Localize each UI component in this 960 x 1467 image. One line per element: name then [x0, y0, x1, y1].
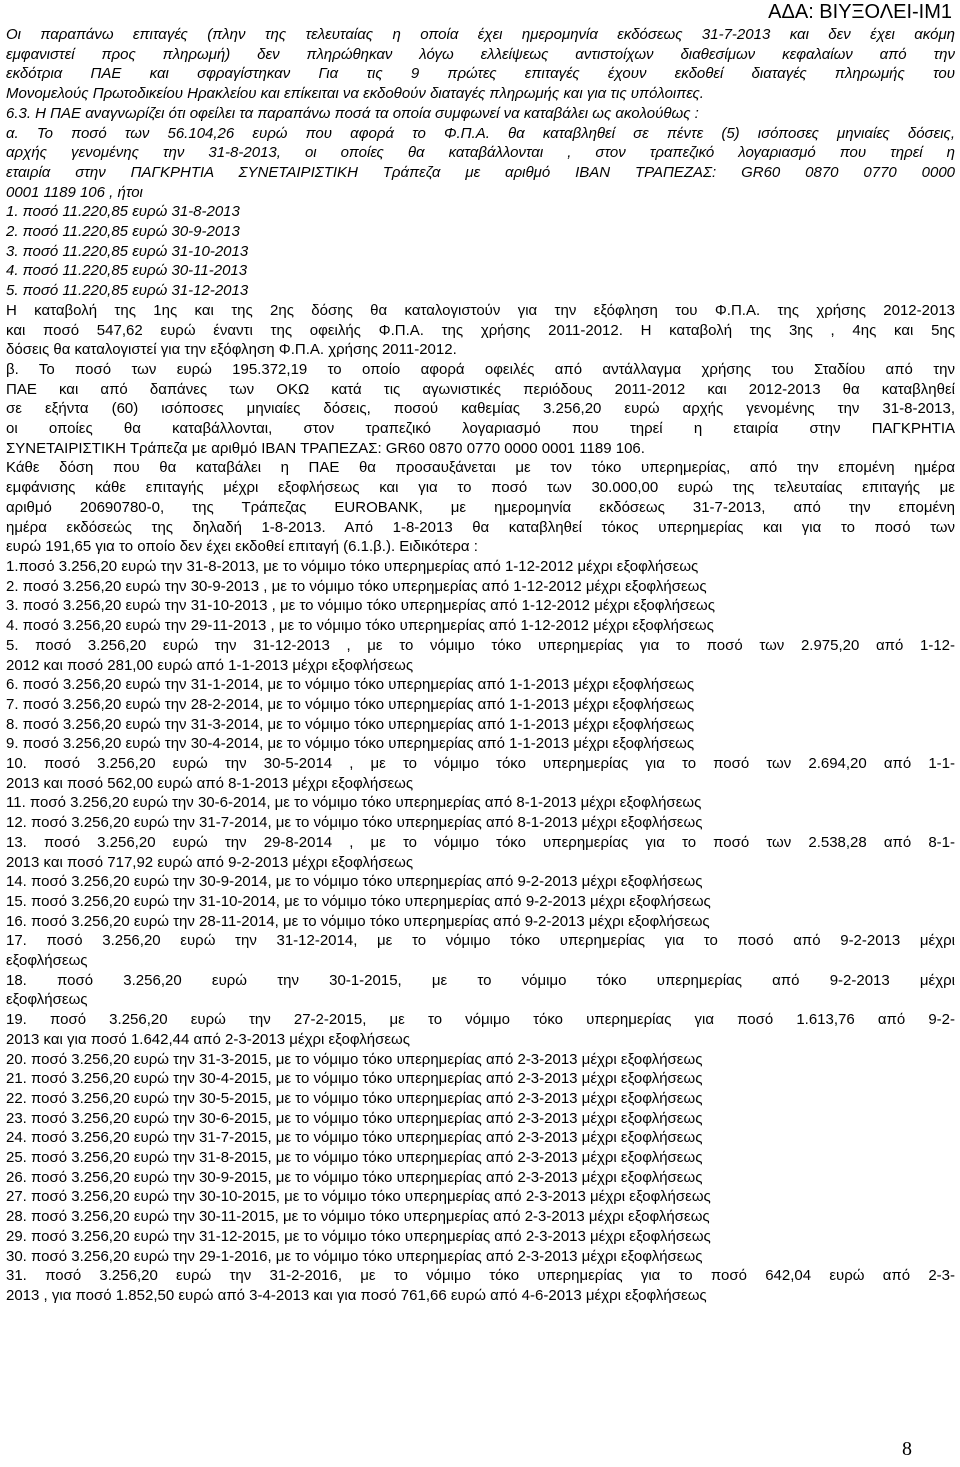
text-line: εξοφλήσεως [6, 952, 88, 970]
text-line: Μονομελούς Πρωτοδικείου Ηρακλείου και επίκειται να εκδοθούν διαταγές πληρωμής και για τις υπόλοιπες. [6, 85, 704, 103]
text-line: 5. ποσό 3.256,20 ευρώ την 31-12-2013 , με το νόμιμο τόκο υπερημερίας για το ποσό των 2.975,20 από 1-12- [6, 636, 955, 654]
text-line: 2013 , για ποσό 1.852,50 ευρώ από 3-4-2013 και για ποσό 761,66 ευρώ από 4-6-2013 μέχρι εξοφλήσεως [6, 1287, 707, 1304]
text-line: 22. ποσό 3.256,20 ευρώ την 30-5-2015, με το νόμιμο τόκο υπερημερίας από 2-3-2013 μέχρι εξοφλήσεως [6, 1089, 703, 1107]
text-line: δόσεις θα καταλογιστεί για την εξόφληση Φ.Π.Α. χρήσης 2011-2012. [6, 341, 457, 359]
text-line: 3. ποσό 11.220,85 ευρώ 31-10-2013 [6, 242, 249, 260]
text-line: 14. ποσό 3.256,20 ευρώ την 30-9-2014, με το νόμιμο τόκο υπερημερίας από 9-2-2013 μέχρι εξοφλήσεως [6, 873, 703, 891]
text-line: 2. ποσό 3.256,20 ευρώ την 30-9-2013 , με το νόμιμο τόκο υπερημερίας από 1-12-2012 μέχρι εξοφλήσεως [6, 577, 707, 595]
text-line: 23. ποσό 3.256,20 ευρώ την 30-6-2015, με το νόμιμο τόκο υπερημερίας από 2-3-2013 μέχρι εξοφλήσεως [6, 1109, 703, 1127]
text-line: 2012 και ποσό 281,00 ευρώ από 1-1-2013 μέχρι εξοφλήσεως [6, 656, 414, 674]
text-line: οι οποίες θα καταβάλλονται, στον τραπεζικό λογαριασμό που τηρεί η εταιρία στην ΠΑΓΚΡΗΤΙΑ [6, 420, 955, 438]
text-line: 6. ποσό 3.256,20 ευρώ την 31-1-2014, με το νόμιμο τόκο υπερημερίας από 1-1-2013 μέχρι εξοφλήσεως [6, 676, 695, 694]
text-line: ΣΥΝΕΤΑΙΡΙΣΤΙΚΗ Τράπεζα με αριθμό ΙΒΑΝ ΤΡΑΠΕΖΑΣ: GR60 0870 0770 0000 0001 1189 106. [6, 439, 645, 457]
text-line: β. Το ποσό των ευρώ 195.372,19 το οποίο αφορά οφειλές από αντάλλαγμα χρήσης του Σταδίου από την [6, 360, 955, 378]
text-line: 21. ποσό 3.256,20 ευρώ την 30-4-2015, με το νόμιμο τόκο υπερημερίας από 2-3-2013 μέχρι εξοφλήσεως [6, 1070, 703, 1088]
text-line: 20. ποσό 3.256,20 ευρώ την 31-3-2015, με το νόμιμο τόκο υπερημερίας από 2-3-2013 μέχρι εξοφλήσεως [6, 1050, 703, 1068]
text-line: 2013 και ποσό 562,00 ευρώ από 8-1-2013 μέχρι εξοφλήσεως [6, 774, 414, 792]
text-line: 27. ποσό 3.256,20 ευρώ την 30-10-2015, με το νόμιμο τόκο υπερημερίας από 2-3-2013 μέχρι εξοφλήσεως [6, 1188, 711, 1206]
text-line: 15. ποσό 3.256,20 ευρώ την 31-10-2014, με το νόμιμο τόκο υπερημερίας από 9-2-2013 μέχρι εξοφλήσεως [6, 892, 711, 910]
text-line: ευρώ 191,65 για το οποίο δεν έχει εκδοθεί επιταγή (6.1.β.). Ειδικότερα : [6, 538, 478, 556]
text-line: 12. ποσό 3.256,20 ευρώ την 31-7-2014, με το νόμιμο τόκο υπερημερίας από 8-1-2013 μέχρι εξοφλήσεως [6, 814, 703, 832]
text-line: Η καταβολή της 1ης και της 2ης δόσης θα καταλογιστούν για την εξόφληση του Φ.Π.Α. της χρήσης 2012-2013 [6, 301, 955, 319]
text-line: 18. ποσό 3.256,20 ευρώ την 30-1-2015, με το νόμιμο τόκο υπερημερίας από 9-2-2013 μέχρι [6, 971, 955, 989]
text-line: 16. ποσό 3.256,20 ευρώ την 28-11-2014, με το νόμιμο τόκο υπερημερίας από 9-2-2013 μέχρι εξοφλήσεως [6, 912, 710, 930]
text-line: 9. ποσό 3.256,20 ευρώ την 30-4-2014, με το νόμιμο τόκο υπερημερίας από 1-1-2013 μέχρι εξοφλήσεως [6, 735, 695, 753]
text-line: 2013 και για ποσό 1.642,44 από 2-3-2013 μέχρι εξοφλήσεως [6, 1030, 410, 1048]
text-line: 8. ποσό 3.256,20 ευρώ την 31-3-2014, με το νόμιμο τόκο υπερημερίας από 1-1-2013 μέχρι εξοφλήσεως [6, 715, 695, 733]
text-line: 29. ποσό 3.256,20 ευρώ την 31-12-2015, με το νόμιμο τόκο υπερημερίας από 2-3-2013 μέχρι εξοφλήσεως [6, 1227, 711, 1245]
text-line: 4. ποσό 11.220,85 ευρώ 30-11-2013 [6, 262, 248, 280]
text-line: 0001 1189 106 , ήτοι [6, 183, 143, 201]
text-line: εξοφλήσεως [6, 991, 88, 1009]
text-line: 2013 και ποσό 717,92 ευρώ από 9-2-2013 μέχρι εξοφλήσεως [6, 853, 414, 871]
text-line: Κάθε δόση που θα καταβάλει η ΠΑΕ θα προσαυξάνεται με τον τόκο υπερημερίας, από την επομένη ημέρα [6, 459, 955, 477]
text-line: 4. ποσό 3.256,20 ευρώ την 29-11-2013 , με το νόμιμο τόκο υπερημερίας από 1-12-2012 μέχρι εξοφλήσεως [6, 617, 714, 635]
page-number: 8 [902, 1438, 912, 1460]
text-line: εμφανιστεί προς πληρωμή) δεν πληρώθηκαν λόγω ελλείψεως αντιστοίχων διαθεσίμων κεφαλαίων από την [6, 45, 955, 63]
text-line: και ποσό 547,62 ευρώ έναντι της οφειλής Φ.Π.Α. της χρήσης 2011-2012. Η καταβολή της 3ης , 4ης και 5ης [6, 321, 955, 339]
text-line: 3. ποσό 3.256,20 ευρώ την 31-10-2013 , με το νόμιμο τόκο υπερημερίας από 1-12-2012 μέχρι εξοφλήσεως [6, 597, 715, 615]
text-line: 24. ποσό 3.256,20 ευρώ την 31-7-2015, με το νόμιμο τόκο υπερημερίας από 2-3-2013 μέχρι εξοφλήσεως [6, 1129, 703, 1147]
text-line: Οι παραπάνω επιταγές (πλην της τελευταίας η οποία έχει ημερομηνία εκδόσεως 31-7-2013 και δεν έχει ακόμη [6, 26, 955, 43]
text-line: 5. ποσό 11.220,85 ευρώ 31-12-2013 [6, 282, 249, 300]
text-line: αριθμό 20690780-0, της Τράπεζας EUROBANK, με ημερομηνία εκδόσεως 31-7-2013, από την επομένη [6, 498, 955, 516]
text-line: 13. ποσό 3.256,20 ευρώ την 29-8-2014 , με το νόμιμο τόκο υπερημερίας για το ποσό των 2.538,28 από 8-1- [6, 833, 955, 851]
text-line: εκδότρια ΠΑΕ και σφραγίστηκαν Για τις 9 πρώτες επιταγές έχουν εκδοθεί διαταγές πληρωμής του [6, 65, 955, 83]
text-line: εμφάνισης κάθε επιταγής μέχρι εξοφλήσεως και για το ποσό των 30.000,00 ευρώ της τελευταίας επιταγής με [6, 479, 955, 497]
text-line: 7. ποσό 3.256,20 ευρώ την 28-2-2014, με το νόμιμο τόκο υπερημερίας από 1-1-2013 μέχρι εξοφλήσεως [6, 695, 695, 713]
text-line: α. Το ποσό των 56.104,26 ευρώ που αφορά το Φ.Π.Α. θα καταβληθεί σε πέντε (5) ισόποσες μηνιαίες δόσεις, [6, 124, 955, 142]
text-line: 2. ποσό 11.220,85 ευρώ 30-9-2013 [6, 223, 240, 241]
text-line: 6.3. Η ΠΑΕ αναγνωρίζει ότι οφείλει τα παραπάνω ποσά τα οποία συμφωνεί να καταβάλει ως ακολούθως : [6, 104, 699, 122]
text-line: 28. ποσό 3.256,20 ευρώ την 30-11-2015, με το νόμιμο τόκο υπερημερίας από 2-3-2013 μέχρι εξοφλήσεως [6, 1208, 710, 1226]
text-line: 31. ποσό 3.256,20 ευρώ την 31-2-2016, με το νόμιμο τόκο υπερημερίας για το ποσό 642,04 ευρώ από 2-3- [6, 1267, 955, 1285]
text-line: 19. ποσό 3.256,20 ευρώ την 27-2-2015, με το νόμιμο τόκο υπερημερίας για ποσό 1.613,76 από 9-2- [6, 1011, 955, 1029]
text-line: αρχής γενομένης την 31-8-2013, οι οποίες θα καταβάλλονται , στον τραπεζικό λογαριασμό που τηρεί η [6, 144, 955, 162]
text-line: 25. ποσό 3.256,20 ευρώ την 31-8-2015, με το νόμιμο τόκο υπερημερίας από 2-3-2013 μέχρι εξοφλήσεως [6, 1149, 703, 1167]
text-line: σε εξήντα (60) ισόποσες μηνιαίες δόσεις, ποσού καθεμίας 3.256,20 ευρώ αρχής γενομένης την 31-8-2013, [6, 400, 955, 418]
text-line: 10. ποσό 3.256,20 ευρώ την 30-5-2014 , με το νόμιμο τόκο υπερημερίας για το ποσό των 2.694,20 από 1-1- [6, 755, 955, 773]
text-line: 1.ποσό 3.256,20 ευρώ την 31-8-2013, με το νόμιμο τόκο υπερημερίας από 1-12-2012 μέχρι εξοφλήσεως [6, 557, 699, 575]
text-line: ημέρα εκδόσεώς της δηλαδή 1-8-2013. Από 1-8-2013 θα καταβληθεί τόκος υπερημερίας και για το ποσό των [6, 518, 955, 536]
document-body [6, 25, 955, 1306]
text-line: ΠΑΕ και από δαπάνες των ΟΚΩ κατά τις αγωνιστικές περιόδους 2011-2012 και 2012-2013 θα καταβληθεί [6, 380, 955, 398]
ada-header: ΑΔΑ: ΒΙΥΞΟΛΕΙ-ΙΜ1 [768, 1, 952, 23]
text-line: 1. ποσό 11.220,85 ευρώ 31-8-2013 [6, 203, 240, 221]
text-line: 11. ποσό 3.256,20 ευρώ την 30-6-2014, με το νόμιμο τόκο υπερημερίας από 8-1-2013 μέχρι εξοφλήσεως [6, 794, 702, 812]
text-line: 26. ποσό 3.256,20 ευρώ την 30-9-2015, με το νόμιμο τόκο υπερημερίας από 2-3-2013 μέχρι εξοφλήσεως [6, 1168, 703, 1186]
text-line: 17. ποσό 3.256,20 ευρώ την 31-12-2014, με το νόμιμο τόκο υπερημερίας για το ποσό από 9-2-2013 μέχρι [6, 932, 955, 950]
text-line: 30. ποσό 3.256,20 ευρώ την 29-1-2016, με το νόμιμο τόκο υπερημερίας από 2-3-2013 μέχρι εξοφλήσεως [6, 1247, 703, 1265]
text-line: εταιρία στην ΠΑΓΚΡΗΤΙΑ ΣΥΝΕΤΑΙΡΙΣΤΙΚΗ Τράπεζα με αριθμό ΙΒΑΝ ΤΡΑΠΕΖΑΣ: GR60 0870 0770 0000 [6, 163, 955, 181]
